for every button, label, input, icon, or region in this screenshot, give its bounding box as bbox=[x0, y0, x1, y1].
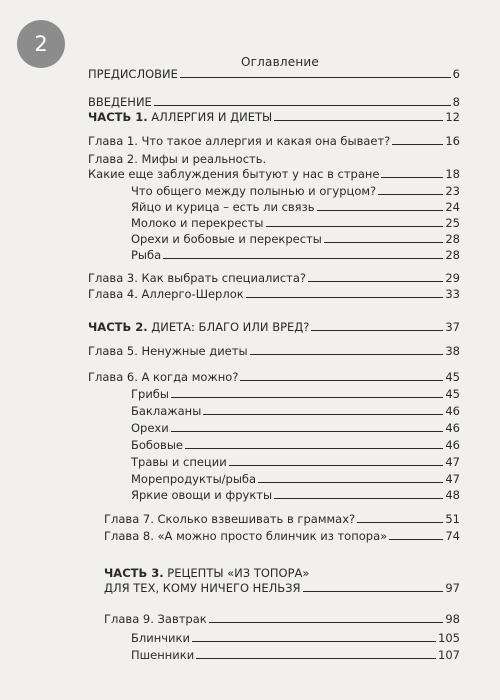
toc-entry-page: 46 bbox=[445, 421, 460, 435]
toc-entry-page: 28 bbox=[445, 248, 460, 262]
toc-entry-page: 33 bbox=[445, 287, 460, 301]
toc-entry-label: Блинчики bbox=[131, 631, 190, 645]
part-title: РЕЦЕПТЫ «ИЗ ТОПОРА» bbox=[163, 566, 310, 580]
toc-entry-page: 8 bbox=[452, 95, 460, 109]
part-number: ЧАСТЬ 3. bbox=[104, 566, 164, 580]
toc-entry-label: Рыба bbox=[131, 248, 162, 262]
toc-entry-label: Молоко и перекресты bbox=[131, 216, 264, 230]
toc-entry-section[interactable] bbox=[131, 455, 460, 470]
toc-entry-section[interactable] bbox=[131, 421, 460, 436]
toc-entry-label: Грибы bbox=[131, 387, 169, 401]
toc-entry-section[interactable] bbox=[131, 648, 460, 663]
toc-entry-section[interactable] bbox=[131, 184, 460, 199]
part-number: ЧАСТЬ 2. bbox=[88, 320, 148, 334]
toc-entry-label: Яркие овощи и фрукты bbox=[131, 488, 273, 502]
toc-entry[interactable] bbox=[88, 370, 460, 385]
toc-entry-label: Орехи и бобовые и перекресты bbox=[131, 232, 322, 246]
toc-entry[interactable] bbox=[88, 67, 460, 82]
toc-entry-label: Глава 6. А когда можно? bbox=[88, 370, 239, 384]
toc-entry-section[interactable] bbox=[131, 387, 460, 402]
toc-entry[interactable] bbox=[88, 152, 460, 182]
part-number: ЧАСТЬ 1. bbox=[88, 110, 148, 124]
toc-entry-section[interactable] bbox=[131, 488, 460, 503]
toc-entry-part[interactable] bbox=[88, 320, 460, 335]
toc-entry-page: 45 bbox=[445, 370, 460, 384]
page-title: Оглавление bbox=[241, 55, 319, 69]
toc-entry[interactable] bbox=[88, 95, 460, 110]
toc-entry-section[interactable] bbox=[131, 631, 460, 646]
toc-entry-label: Пшенники bbox=[131, 648, 195, 662]
toc-entry-page: 18 bbox=[445, 167, 460, 181]
toc-entry-section[interactable] bbox=[131, 200, 460, 215]
toc-entry-page: 98 bbox=[445, 612, 460, 626]
toc-entry-label: Глава 7. Сколько взвешивать в граммах? bbox=[104, 512, 356, 526]
toc-entry-label: Что общего между полынью и огурцом? bbox=[131, 184, 377, 198]
toc-entry-page: 107 bbox=[438, 648, 460, 662]
toc-entry-label-line2: ДЛЯ ТЕХ, КОМУ НИЧЕГО НЕЛЬЗЯ bbox=[104, 581, 301, 595]
page-number-badge: 2 bbox=[17, 20, 65, 68]
toc-entry-label: Морепродукты/рыба bbox=[131, 472, 257, 486]
toc-entry-label bbox=[104, 566, 460, 581]
toc-entry-page: 45 bbox=[445, 387, 460, 401]
toc-entry-label: Глава 2. Мифы и реальность. bbox=[88, 152, 267, 166]
toc-entry-page: 97 bbox=[445, 581, 460, 595]
toc-entry-section[interactable] bbox=[131, 472, 460, 487]
toc-entry-label: Глава 5. Ненужные диеты bbox=[88, 344, 248, 358]
toc-entry-page: 38 bbox=[445, 344, 460, 358]
toc-entry-part[interactable] bbox=[104, 566, 460, 596]
toc-entry[interactable] bbox=[104, 529, 460, 544]
toc-entry-page: 37 bbox=[445, 320, 460, 334]
toc-entry-page: 74 bbox=[445, 529, 460, 543]
toc-entry[interactable] bbox=[104, 512, 460, 527]
toc-entry[interactable] bbox=[88, 134, 460, 149]
toc-entry-label: ПРЕДИСЛОВИЕ bbox=[88, 67, 178, 81]
toc-entry-page: 28 bbox=[445, 232, 460, 246]
toc-entry-label: Баклажаны bbox=[131, 404, 202, 418]
toc-entry-label: Бобовые bbox=[131, 438, 183, 452]
toc-entry-page: 29 bbox=[445, 271, 460, 285]
toc-entry[interactable] bbox=[104, 612, 460, 627]
toc-entry-label: Травы и специи bbox=[131, 455, 227, 469]
toc-entry-label: Яйцо и курица – есть ли связь bbox=[131, 200, 315, 214]
toc-entry-label: Глава 9. Завтрак bbox=[104, 612, 207, 626]
toc-entry-section[interactable] bbox=[131, 232, 460, 247]
toc-entry-page: 51 bbox=[445, 512, 460, 526]
toc-entry-page: 47 bbox=[445, 455, 460, 469]
toc-entry-page: 16 bbox=[445, 134, 460, 148]
toc-entry-part[interactable] bbox=[88, 110, 460, 125]
toc-entry-page: 47 bbox=[445, 472, 460, 486]
toc-entry-page: 46 bbox=[445, 404, 460, 418]
toc-entry-page: 48 bbox=[445, 488, 460, 502]
toc-entry[interactable] bbox=[88, 271, 460, 286]
toc-entry-page: 25 bbox=[445, 216, 460, 230]
toc-entry-page: 23 bbox=[445, 184, 460, 198]
toc-entry-label: Орехи bbox=[131, 421, 169, 435]
toc-entry-page: 24 bbox=[445, 200, 460, 214]
toc-entry-label-line2: Какие еще заблуждения бытуют у нас в стране bbox=[88, 167, 380, 181]
toc-entry[interactable] bbox=[88, 287, 460, 302]
toc-entry-label: Глава 8. «А можно просто блинчик из топора» bbox=[104, 529, 388, 543]
toc-entry-section[interactable] bbox=[131, 438, 460, 453]
part-title: ДИЕТА: БЛАГО ИЛИ ВРЕД? bbox=[147, 320, 310, 334]
toc-entry-section[interactable] bbox=[131, 248, 460, 263]
toc-entry-label bbox=[88, 110, 272, 125]
toc-entry-page: 6 bbox=[452, 67, 460, 81]
toc-entry-label bbox=[88, 320, 309, 335]
toc-entry-label: Глава 1. Что такое аллергия и какая она бывает? bbox=[88, 134, 391, 148]
toc-entry-page: 46 bbox=[445, 438, 460, 452]
toc-entry-label: Глава 3. Как выбрать специалиста? bbox=[88, 271, 307, 285]
toc-entry-page: 12 bbox=[445, 110, 460, 124]
toc-entry-section[interactable] bbox=[131, 216, 460, 231]
toc-entry-section[interactable] bbox=[131, 404, 460, 419]
toc-entry-page: 105 bbox=[438, 631, 460, 645]
part-title: АЛЛЕРГИЯ И ДИЕТЫ bbox=[147, 110, 273, 124]
toc-entry-label: Глава 4. Аллерго-Шерлок bbox=[88, 287, 244, 301]
toc-entry-label: ВВЕДЕНИЕ bbox=[88, 95, 152, 109]
toc-entry[interactable] bbox=[88, 344, 460, 359]
